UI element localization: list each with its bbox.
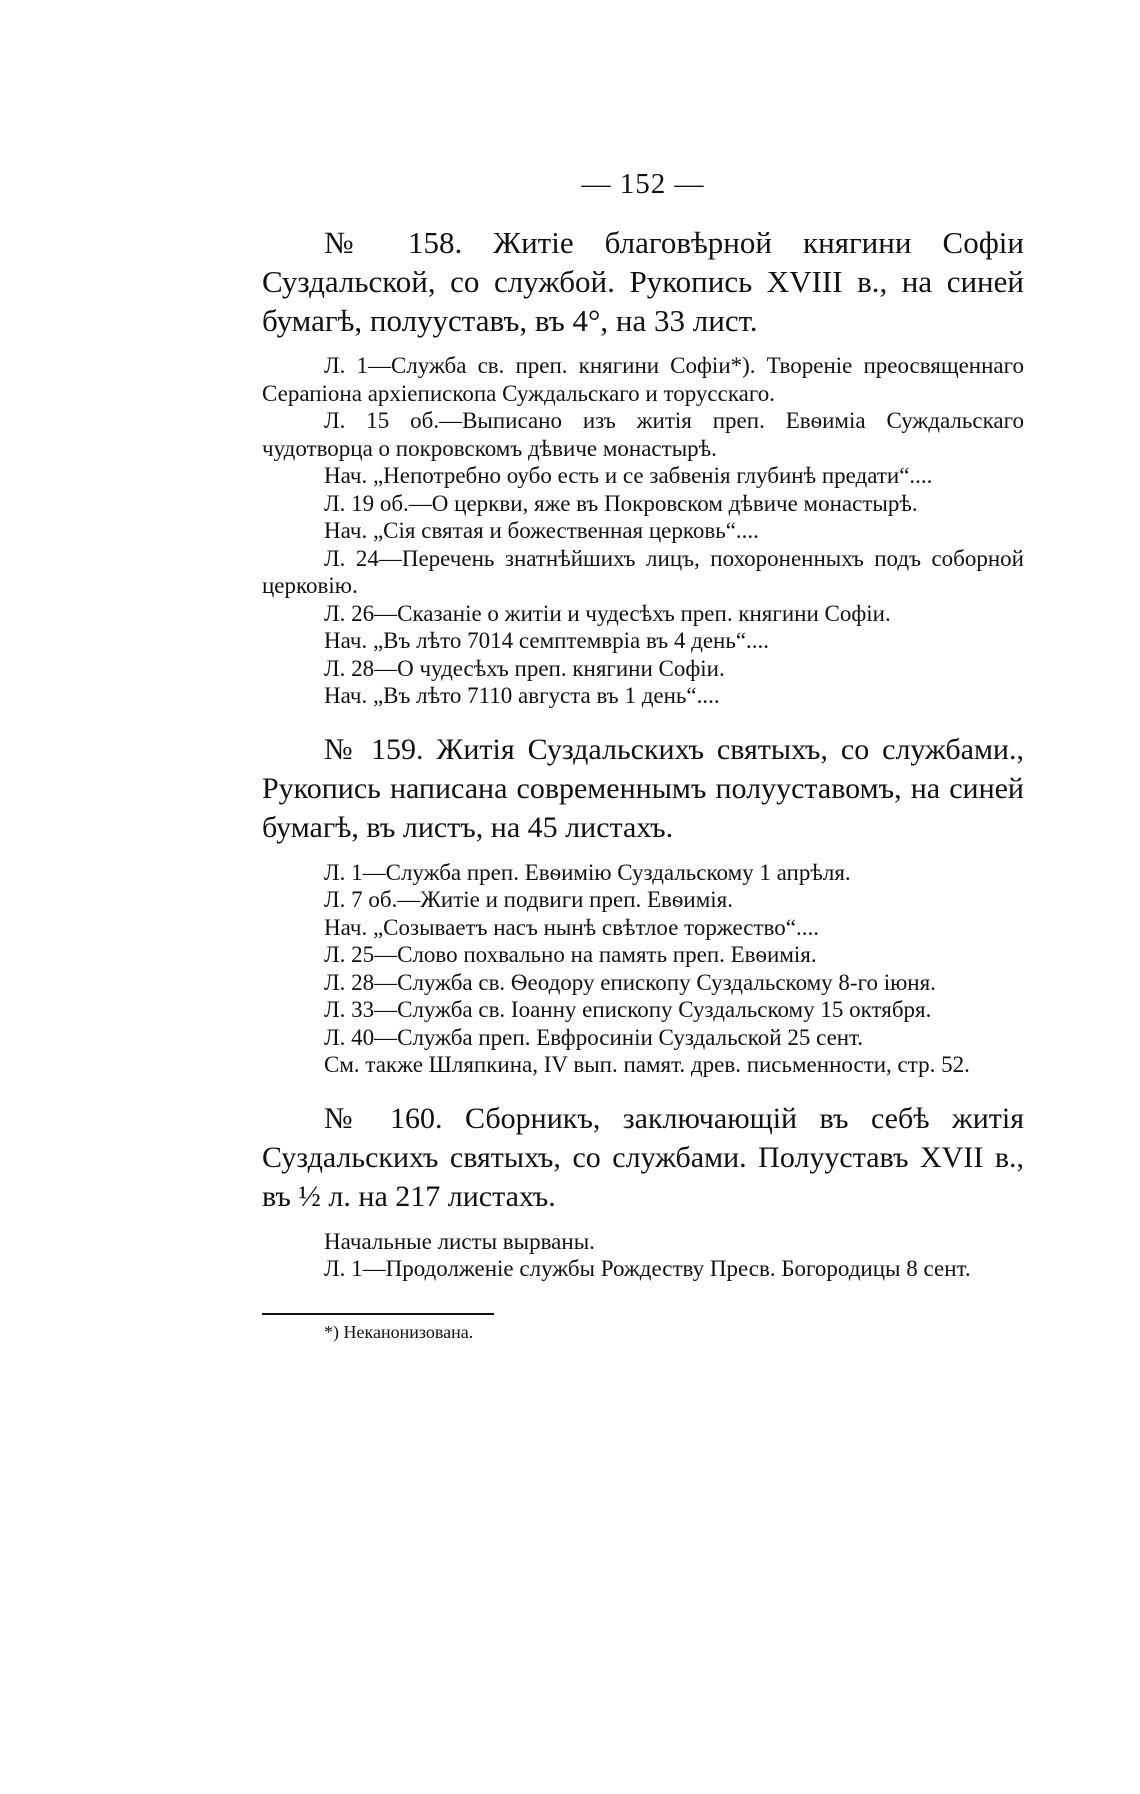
entry-line: Л. 28—Служба св. Ѳеодору епископу Суздальскому 8-го іюня. xyxy=(324,969,936,995)
entry-heading: № 159. Житія Суздальскихъ святыхъ, со службами., Рукопись написана современнымъ полууставомъ, на синей бумагѣ, въ листъ, на 45 листахъ. xyxy=(262,732,1024,844)
entry-line: Л. 19 об.—О церкви, яже въ Покровском дѣвиче монастырѣ. xyxy=(324,490,918,516)
page-content xyxy=(262,168,1024,1343)
entry-line: Нач. „Въ лѣто 7014 семптемвріа въ 4 день“.... xyxy=(324,628,770,653)
entry-line: См. также Шляпкина, IV вып. памят. древ. письменности, стр. 52. xyxy=(324,1052,970,1077)
entry-line: Нач. „Въ лѣто 7110 августа въ 1 день“.... xyxy=(324,683,720,708)
entry-line: Л. 1—Служба преп. Евѳимію Суздальскому 1 апрѣля. xyxy=(324,859,851,885)
catalog-entry-160 xyxy=(262,1099,1024,1283)
entry-line: Л. 40—Служба преп. Евфросиніи Суздальской 25 сент. xyxy=(324,1024,864,1050)
page-number: — 152 — xyxy=(581,168,705,200)
footnote-divider xyxy=(262,1313,494,1315)
footnote: *) Неканонизована. xyxy=(324,1321,474,1342)
catalog-entry-159 xyxy=(262,730,1024,1079)
entry-line: Л. 28—О чудесѣхъ преп. княгини Софіи. xyxy=(324,655,725,681)
entry-line: Л. 1—Служба св. преп. княгини Софіи*). Твореніе преосвященнаго Серапіона архіепископа Суждальскаго и торусскаго. xyxy=(262,353,1024,406)
entry-line: Л. 15 об.—Выписано изъ житія преп. Евѳиміа Суждальскаго чудотворца о покровскомъ дѣвиче монастырѣ. xyxy=(262,408,1024,461)
entry-line: Л. 7 об.—Житіе и подвиги преп. Евѳимія. xyxy=(324,887,734,912)
entry-heading: № 160. Сборникъ, заключающій въ себѣ житія Суздальскихъ святыхъ, со службами. Полууставъ XVII в., въ ½ л. на 217 листахъ. xyxy=(262,1101,1024,1213)
entry-line: Л. 26—Сказаніе о житіи и чудесѣхъ преп. княгини Софіи. xyxy=(324,600,891,626)
entry-line: Начальные листы вырваны. xyxy=(324,1228,595,1254)
entry-line: Нач. „Сія святая и божественная церковь“.... xyxy=(324,518,759,543)
entry-line: Нач. „Созываетъ насъ нынѣ свѣтлое торжество“.... xyxy=(324,914,819,940)
entry-line: Л. 33—Служба св. Іоанну епископу Суздальскому 15 октября. xyxy=(324,997,932,1022)
entry-line: Л. 25—Слово похвально на память преп. Евѳимія. xyxy=(324,942,817,967)
entry-line: Нач. „Непотребно оубо есть и се забвенія глубинѣ предати“.... xyxy=(324,463,933,488)
catalog-entry-158 xyxy=(262,223,1024,710)
entry-line: Л. 24—Перечень знатнѣйшихъ лицъ, похороненныхъ подъ соборной церковію. xyxy=(262,545,1024,598)
entry-heading: № 158. Житіе благовѣрной княгини Софіи Суздальской, со службой. Рукопись XVIII в., на синей бумагѣ, полууставъ, въ 4°, на 33 лист. xyxy=(262,225,1024,338)
entry-line: Л. 1—Продолженіе службы Рождеству Пресв. Богородицы 8 сент. xyxy=(324,1256,971,1281)
